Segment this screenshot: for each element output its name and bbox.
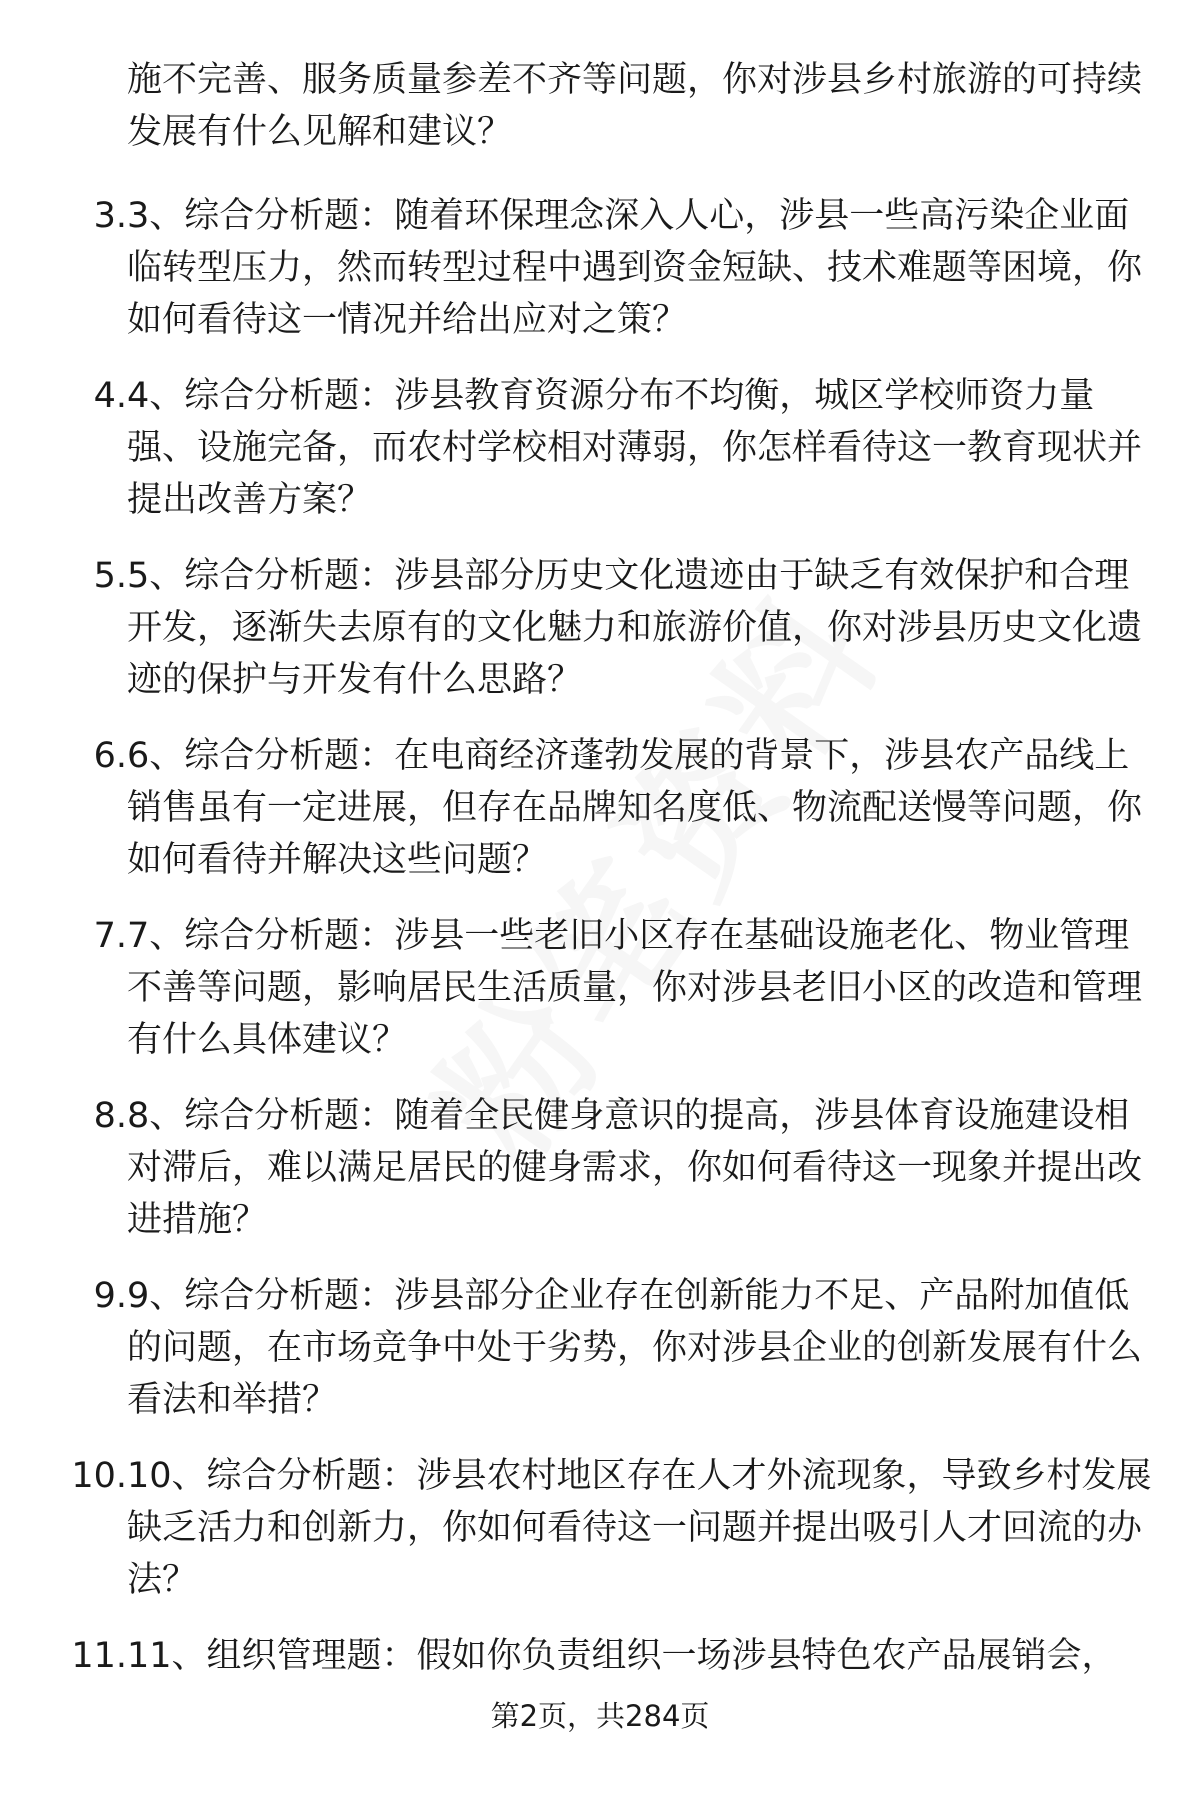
question-number: 9.	[93, 1276, 127, 1316]
question-item	[0, 1270, 1200, 1450]
question-text: 4、综合分析题：涉县教育资源分布不均衡，城区学校师资力量强、设施完备，而农村学校相对薄弱，你怎样看待这一教育现状并提出改善方案？	[127, 376, 1143, 520]
question-number: 5.	[93, 556, 127, 596]
page-footer: 第2页，共284页	[490, 1699, 710, 1733]
question-text: 8、综合分析题：随着全民健身意识的提高，涉县体育设施建设相对滞后，难以满足居民的健身需求，你如何看待这一现象并提出改进措施？	[127, 1096, 1143, 1240]
question-text: 7、综合分析题：涉县一些老旧小区存在基础设施老化、物业管理不善等问题，影响居民生活质量，你对涉县老旧小区的改造和管理有什么具体建议？	[127, 916, 1143, 1060]
continued-question-text: 施不完善、服务质量参差不齐等问题，你对涉县乡村旅游的可持续发展有什么见解和建议？	[127, 60, 1143, 152]
question-text: 3、综合分析题：随着环保理念深入人心，涉县一些高污染企业面临转型压力，然而转型过程中遇到资金短缺、技术难题等困境，你如何看待这一情况并给出应对之策？	[127, 196, 1143, 340]
question-number: 8.	[93, 1096, 127, 1136]
question-item	[0, 910, 1200, 1090]
question-item	[0, 730, 1200, 910]
question-number: 7.	[93, 916, 127, 956]
question-item	[0, 1090, 1200, 1270]
question-item	[0, 370, 1200, 550]
question-number: 4.	[93, 376, 127, 416]
question-item	[0, 190, 1200, 370]
question-number: 10.	[71, 1456, 127, 1496]
question-number: 6.	[93, 736, 127, 776]
question-item	[0, 1450, 1200, 1630]
question-text: 6、综合分析题：在电商经济蓬勃发展的背景下，涉县农产品线上销售虽有一定进展，但存在品牌知名度低、物流配送慢等问题，你如何看待并解决这些问题？	[127, 736, 1143, 880]
question-number: 3.	[93, 196, 127, 236]
question-list	[0, 190, 1200, 1810]
question-item	[0, 550, 1200, 730]
question-text: 9、综合分析题：涉县部分企业存在创新能力不足、产品附加值低的问题，在市场竞争中处于劣势，你对涉县企业的创新发展有什么看法和举措？	[127, 1276, 1143, 1420]
question-number: 11.	[71, 1636, 127, 1676]
question-text: 5、综合分析题：涉县部分历史文化遗迹由于缺乏有效保护和合理开发，逐渐失去原有的文化魅力和旅游价值，你对涉县历史文化遗迹的保护与开发有什么思路？	[127, 556, 1143, 700]
question-text: 10、综合分析题：涉县农村地区存在人才外流现象，导致乡村发展缺乏活力和创新力，你如何看待这一问题并提出吸引人才回流的办法？	[127, 1456, 1152, 1600]
question-text: 11、组织管理题：假如你负责组织一场涉县特色农产品展销会，	[127, 1636, 1117, 1676]
